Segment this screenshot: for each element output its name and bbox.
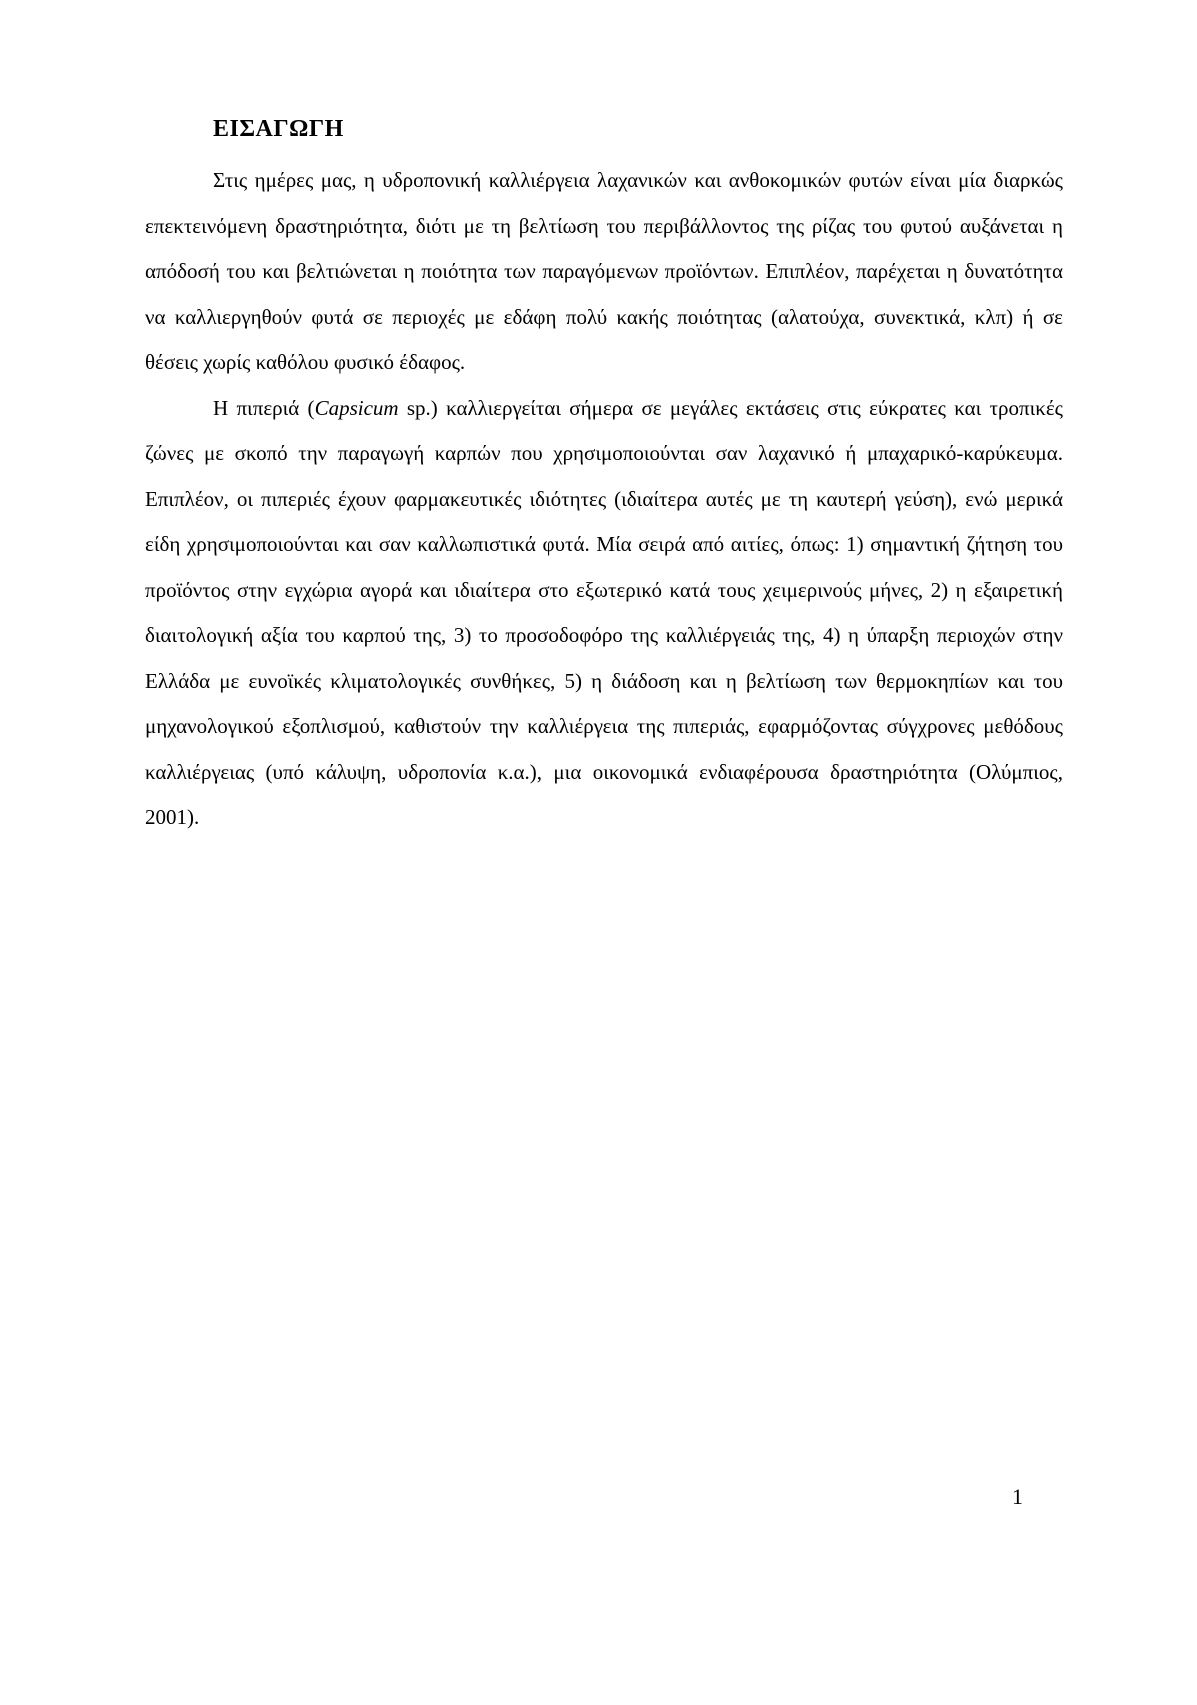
body-text	[145, 158, 1063, 841]
section-heading: ΕΙΣΑΓΩΓΗ	[213, 116, 344, 142]
species-name: Capsicum	[314, 395, 399, 420]
page-number: 1	[1012, 1484, 1023, 1509]
paragraph-pepper-rest: sp.) καλλιεργείται σήμερα σε μεγάλες εκτάσεις στις εύκρατες και τροπικές ζώνες με σκοπό την παραγωγή καρπών που χρησιμοποιούνται σαν λαχανικό ή μπαχαρικό-καρύκευμα. Επιπλέον, οι πιπεριές έχουν φαρμακευτικές ιδιότητες (ιδιαίτερα αυτές με τη καυτερή γεύση), ενώ μερικά είδη χρησιμοποιούνται και σαν καλλωπιστικά φυτά. Μία σειρά από αιτίες, όπως: 1) σημαντική ζήτηση του προϊόντος στην εγχώρια αγορά και ιδιαίτερα στο εξωτερικό κατά τους χειμερινούς μήνες, 2) η εξαιρετική διαιτολογική αξία του καρπού της, 3) το προσοδοφόρο της καλλιέργειάς της, 4) η ύπαρξη περιοχών στην Ελλάδα με ευνοϊκές κλιματολογικές συνθήκες, 5) η διάδοση και η βελτίωση των θερμοκηπίων και του μηχανολογικού εξοπλισμού, καθιστούν την καλλιέργεια της πιπεριάς, εφαρμόζοντας σύγχρονες μεθόδους καλλιέργειας (υπό κάλυψη, υδροπονία κ.α.), μια οικονομικά ενδιαφέρουσα δραστηριότητα (Ολύμπιος, 2001).	[145, 395, 1063, 829]
paragraph-pepper	[145, 386, 1063, 841]
paragraph-pepper-start: Η πιπεριά (	[213, 395, 315, 420]
paragraph-intro: Στις ημέρες μας, η υδροπονική καλλιέργεια λαχανικών και ανθοκομικών φυτών είναι μία διαρκώς επεκτεινόμενη δραστηριότητα, διότι με τη βελτίωση του περιβάλλοντος της ρίζας του φυτού αυξάνεται η απόδοσή του και βελτιώνεται η ποιότητα των παραγόμενων προϊόντων. Επιπλέον, παρέχεται η δυνατότητα να καλλιεργηθούν φυτά σε περιοχές με εδάφη πολύ κακής ποιότητας (αλατούχα, συνεκτικά, κλπ) ή σε θέσεις χωρίς καθόλου φυσικό έδαφος.	[145, 168, 1063, 374]
